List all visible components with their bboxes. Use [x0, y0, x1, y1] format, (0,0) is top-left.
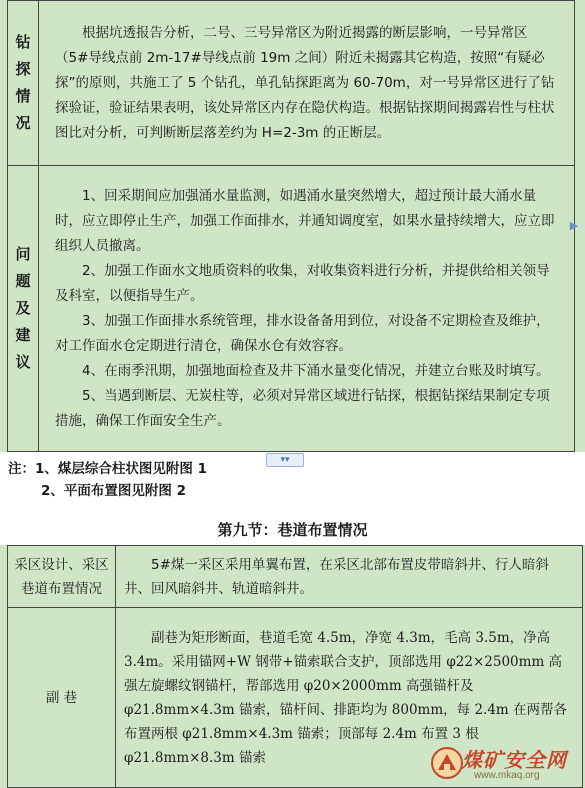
row-content-design [116, 546, 583, 608]
row-label-design: 采区设计、采区巷道布置情况 [8, 546, 116, 608]
notes [8, 458, 207, 502]
label-char: 况 [15, 114, 31, 132]
label-char: 钻 [15, 33, 31, 51]
paragraph: 2、加强工作面水文地质资料的收集，对收集资料进行分析，并提供给相关领导及科室，以便指导生产。 [55, 262, 550, 304]
paragraph: 3、加强工作面排水系统管理，排水设备备用到位，对设备不定期检查及维护，对工作面水仓定期进行清仓，确保水仓有效容容。 [55, 312, 550, 354]
row-label-issues [8, 166, 39, 452]
note-line-2: 2、平面布置图见附图 2 [41, 483, 186, 499]
row-content-drilling [39, 1, 575, 166]
label-char: 问 [15, 245, 31, 263]
paragraph: 副巷为矩形断面，巷道毛宽 4.5m，净宽 4.3m，毛高 3.5m，净高 3.4m。采用锚网+W 钢带+锚索联合支护，顶部选用 φ22×2500mm 高强左旋螺纹钢锚杆，帮部选用 φ20×2000mm 高强锚杆及 φ21.8mm×4.3m 锚索，锚杆间、排距均为 800mm，每 2.4m 在两帮各布置两根 φ21.8mm×4.3m 锚索；顶部每 2.4m 布置 3 根 φ21.8mm×8.3m 锚索 [124, 629, 568, 766]
paragraph: 1、回采期间应加强涌水量监测，如遇涌水量突然增大，超过预计最大涌水量时，应立即停止生产，加强工作面排水，并通知调度室，如果水量持续增大，应立即组织人员撤离。 [55, 187, 555, 254]
label-char: 建 [15, 326, 31, 344]
section-title: 第九节：巷道布置情况 [217, 521, 368, 539]
paragraph: 4、在雨季汛期，加强地面检查及井下涌水量变化情况，并建立台账及时填写。 [82, 362, 550, 379]
chevron-right-icon[interactable]: ▶ [569, 219, 579, 232]
watermark-text: 煤矿安全网 [462, 748, 567, 772]
paragraph: 5#煤一采区采用单翼布置，在采区北部布置皮带暗斜井、行人暗斜井、回风暗斜井、轨道暗斜井。 [124, 556, 549, 597]
watermark-url: www.mkaq.org [474, 770, 540, 781]
row-content-issues [39, 166, 575, 452]
drag-handle-icon[interactable]: ▾▾ [266, 453, 304, 467]
label-char: 议 [15, 353, 31, 371]
paragraph: 5、当遇到断层、无炭柱等，必须对异常区域进行钻探，根据钻探结果制定专项措施，确保工作面安全生产。 [55, 387, 550, 429]
table-row [8, 166, 575, 452]
label-char: 情 [15, 87, 31, 105]
row-label-auxiliary-roadway: 副 巷 [8, 608, 116, 788]
table-row [8, 1, 575, 166]
mine-safety-logo-icon [430, 746, 464, 780]
row-label-drilling [8, 1, 39, 166]
drilling-table [7, 0, 575, 452]
label-char: 及 [15, 299, 31, 317]
table-row [8, 546, 583, 608]
label-char: 题 [15, 272, 31, 290]
note-line-1: 注：1、煤层综合柱状图见附图 1 [8, 461, 207, 477]
watermark [430, 742, 580, 786]
paragraph: 根据坑透报告分析，二号、三号异常区为附近揭露的断层影响，一号异常区（5#导线点前 2m-17#导线点前 19m 之间）附近未揭露其它构造，按照“有疑必探”的原则，共施工了 5 个钻孔，单孔钻探距离为 60-70m，对一号异常区进行了钻探验证，验证结果表明，该处异常区内存在隐伏构造。根据钻探期间揭露岩性与柱状图比对分析，可判断断层落差约为 H=2-3m 的正断层。 [55, 24, 555, 141]
label-char: 探 [15, 60, 31, 78]
